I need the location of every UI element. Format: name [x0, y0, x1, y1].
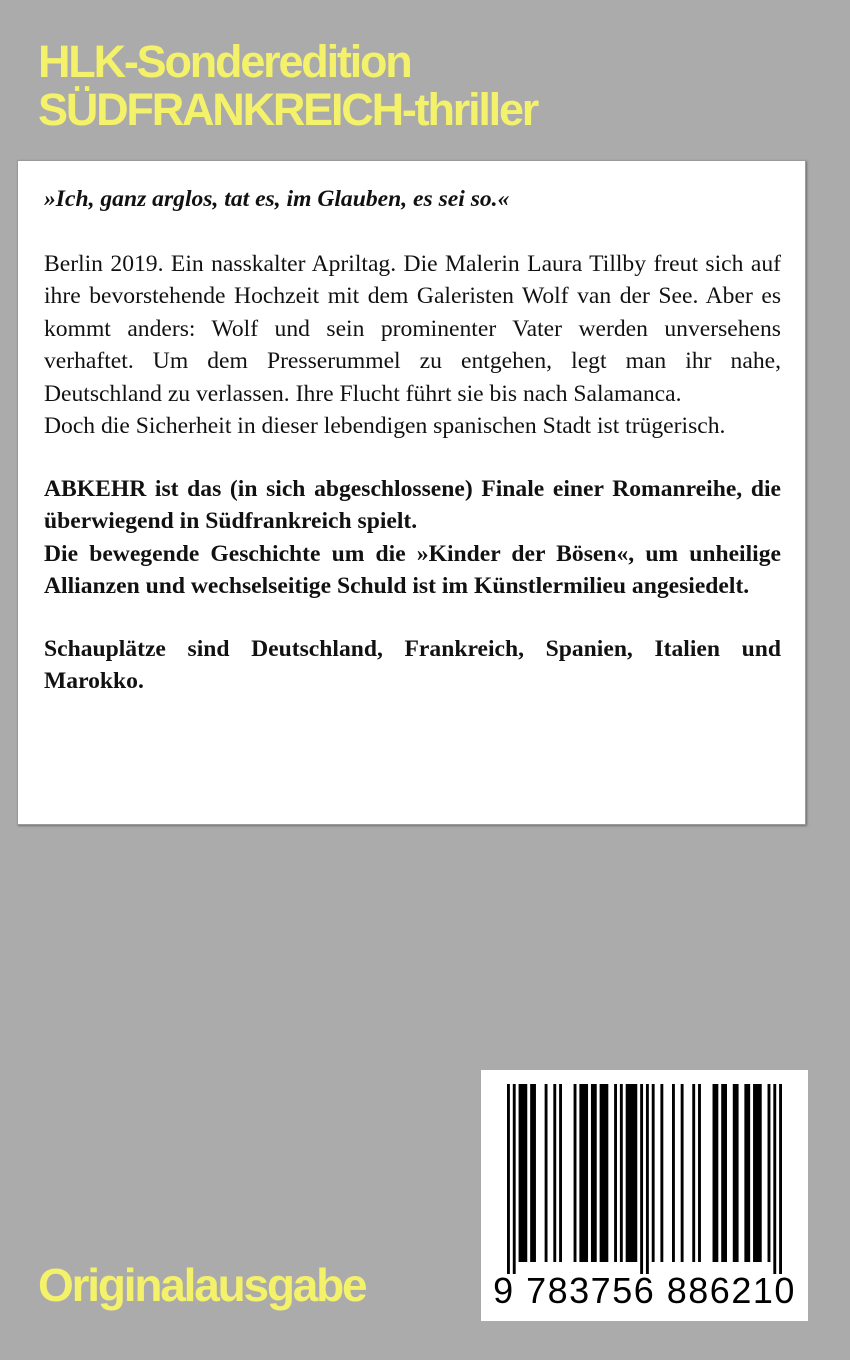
blurb-quote: »Ich, ganz arglos, tat es, im Glauben, es sei so.«: [44, 186, 510, 212]
edition-title: HLK-Sonderedition: [38, 36, 411, 87]
barcode-bar-25: [744, 1084, 750, 1262]
barcode-bar-0: [507, 1084, 510, 1274]
barcode-bar-19: [681, 1084, 684, 1262]
blurb-paragraph-3: ABKEHR ist das (in sich abgeschlossene) Finale einer Romanreihe, die überwiegend in Südfrankreich spielt.: [44, 475, 781, 534]
barcode-bar-24: [733, 1084, 739, 1262]
barcode-bar-5: [553, 1084, 556, 1262]
edition-label: Originalausgabe: [38, 1259, 366, 1311]
barcode: [481, 1070, 808, 1321]
barcode-bar-4: [545, 1084, 548, 1262]
barcode-bar-6: [559, 1084, 562, 1262]
series-title: SÜDFRANKREICH-thriller: [38, 84, 538, 135]
barcode-bar-7: [574, 1084, 577, 1262]
barcode-bar-16: [652, 1084, 655, 1262]
barcode-bar-22: [713, 1084, 719, 1262]
barcode-bar-27: [768, 1084, 771, 1262]
blurb-paragraph-1: Berlin 2019. Ein nasskalter Apriltag. Die Malerin Laura Tillby freut sich auf ihre bevorstehende Hochzeit mit dem Galeristen Wolf van der See. Aber es kommt anders: Wolf und sein prominenter Vater werden unversehens verhaftet. Um dem Presserummel zu entgehen, legt man ihr nahe, Deutschland zu verlassen. Ihre Flucht führt sie bis nach Salamanca.: [44, 250, 781, 407]
blurb-panel: [17, 160, 806, 825]
barcode-bar-26: [753, 1084, 762, 1262]
barcode-bar-11: [614, 1084, 617, 1262]
cover-header: [38, 38, 537, 134]
barcode-bar-3: [530, 1084, 536, 1262]
barcode-bar-12: [620, 1084, 623, 1262]
barcode-bar-14: [640, 1084, 643, 1274]
blurb-paragraph-5: Schauplätze sind Deutschland, Frankreich, Spanien, Italien und Marokko.: [44, 635, 781, 694]
blurb-paragraph-2: Doch die Sicherheit in dieser lebendigen spanischen Stadt ist trügerisch.: [44, 413, 726, 439]
barcode-bars: [507, 1084, 782, 1274]
barcode-bar-8: [579, 1084, 588, 1262]
barcode-bar-1: [513, 1084, 516, 1274]
barcode-bar-20: [692, 1084, 695, 1262]
barcode-bar-15: [646, 1084, 649, 1274]
barcode-bar-29: [779, 1084, 782, 1274]
barcode-bar-23: [721, 1084, 727, 1262]
barcode-bar-9: [591, 1084, 597, 1262]
barcode-bar-21: [698, 1084, 701, 1262]
barcode-bar-17: [660, 1084, 663, 1262]
isbn-number: 9 783756 886210: [493, 1270, 796, 1311]
barcode-bar-28: [773, 1084, 776, 1274]
barcode-bar-13: [626, 1084, 638, 1262]
barcode-bar-2: [519, 1084, 528, 1262]
barcode-bar-10: [600, 1084, 609, 1262]
blurb-paragraph-4: Die bewegende Geschichte um die »Kinder der Bösen«, um unheilige Allianzen und wechselseitige Schuld ist im Künstlermilieu angesiedelt.: [44, 540, 781, 599]
barcode-bar-18: [672, 1084, 675, 1262]
